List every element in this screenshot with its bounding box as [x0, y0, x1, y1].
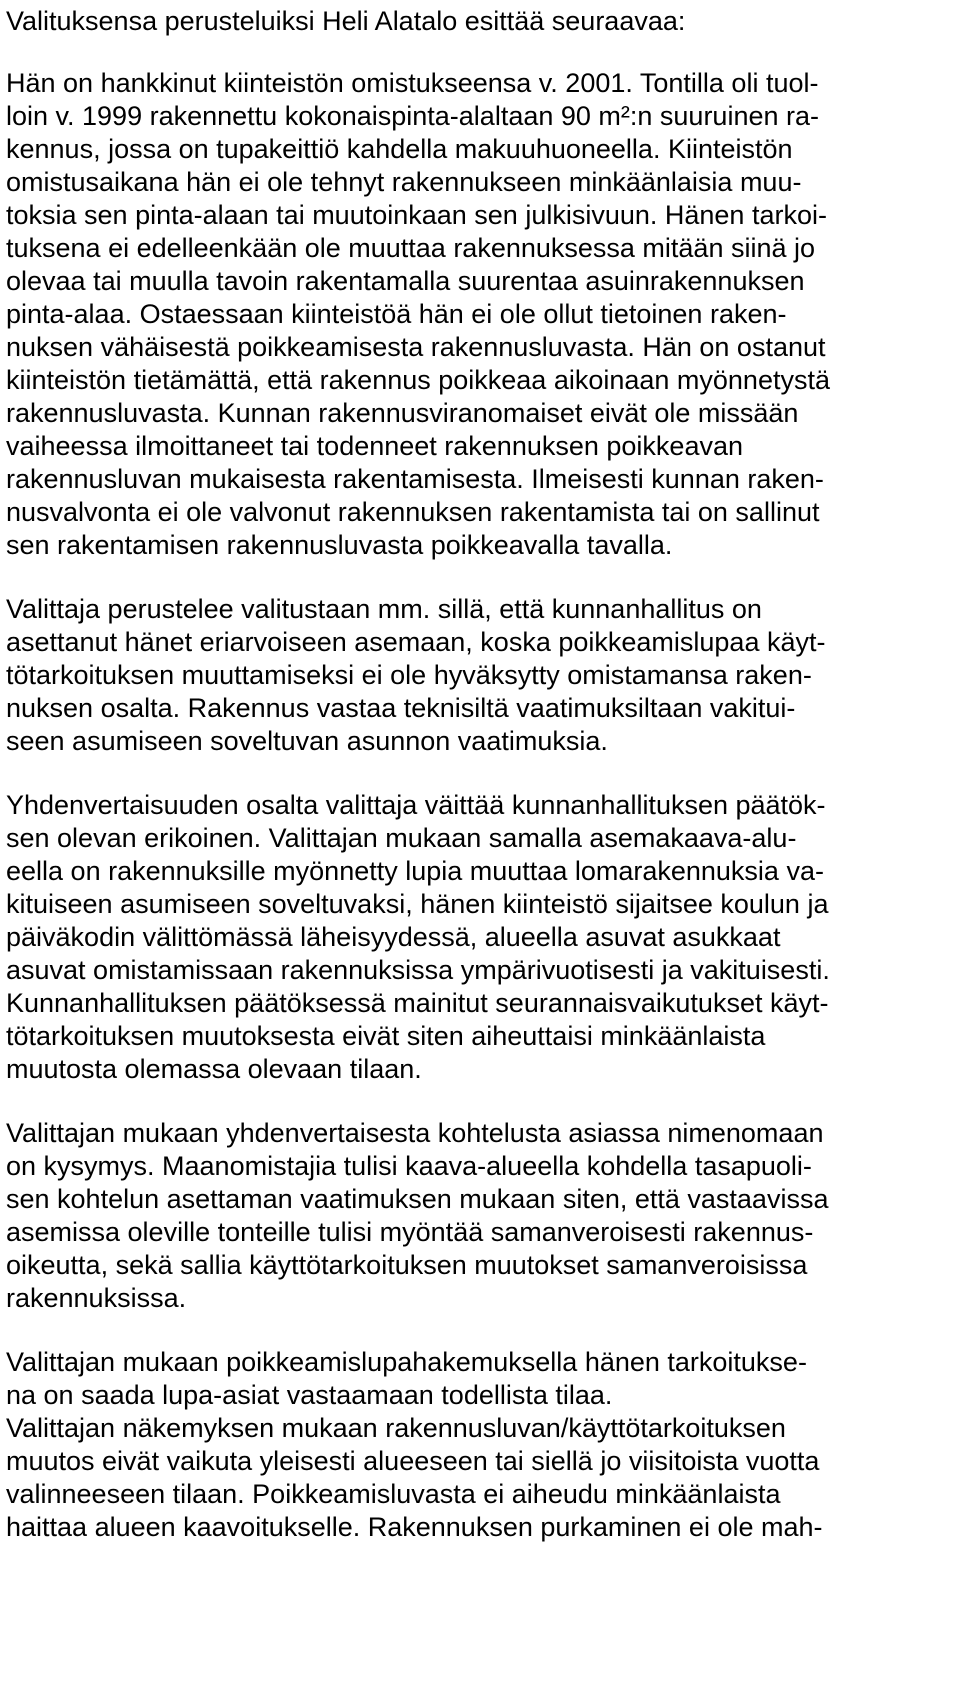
text-line: asettanut hänet eriarvoiseen asemaan, koska poikkeamislupaa käyt-	[6, 627, 826, 657]
text-line: omistusaikana hän ei ole tehnyt rakennukseen minkäänlaisia muu-	[6, 167, 802, 197]
text-line: Valittaja perustelee valitustaan mm. sillä, että kunnanhallitus on	[6, 594, 762, 624]
text-line: nuksen osalta. Rakennus vastaa teknisiltä vaatimuksiltaan vakitui-	[6, 693, 796, 723]
text-line: sen olevan erikoinen. Valittajan mukaan samalla asemakaava-alu-	[6, 823, 797, 853]
text-line: vaiheessa ilmoittaneet tai todenneet rakennuksen poikkeavan	[6, 431, 743, 461]
text-line: rakennusluvan mukaisesta rakentamisesta. Ilmeisesti kunnan raken-	[6, 464, 824, 494]
text-line: muutosta olemassa olevaan tilaan.	[6, 1054, 422, 1084]
text-line: oikeutta, sekä sallia käyttötarkoituksen muutokset samanveroisissa	[6, 1250, 808, 1280]
text-line: muutos eivät vaikuta yleisesti alueeseen tai siellä jo viisitoista vuotta	[6, 1446, 820, 1476]
text-line: Valittajan mukaan yhdenvertaisesta kohtelusta asiassa nimenomaan	[6, 1118, 824, 1148]
text-line: na on saada lupa-asiat vastaamaan todellista tilaa.	[6, 1380, 613, 1410]
text-line: eella on rakennuksille myönnetty lupia muuttaa lomarakennuksia va-	[6, 856, 824, 886]
text-line: olevaa tai muulla tavoin rakentamalla suurentaa asuinrakennuksen	[6, 266, 805, 296]
text-line: asemissa oleville tonteille tulisi myöntää samanveroisesti rakennus-	[6, 1217, 814, 1247]
text-line: nusvalvonta ei ole valvonut rakennuksen rakentamista tai on sallinut	[6, 497, 820, 527]
text-line: tötarkoituksen muuttamiseksi ei ole hyväksytty omistamansa raken-	[6, 660, 812, 690]
text-line: Hän on hankkinut kiinteistön omistukseensa v. 2001. Tontilla oli tuol-	[6, 68, 819, 98]
text-line: asuvat omistamissaan rakennuksissa ympärivuotisesti ja vakituisesti.	[6, 955, 830, 985]
text-line: päiväkodin välittömässä läheisyydessä, alueella asuvat asukkaat	[6, 922, 781, 952]
text-line: kituiseen asumiseen soveltuvaksi, hänen kiinteistö sijaitsee koulun ja	[6, 889, 829, 919]
text-line: tötarkoituksen muutoksesta eivät siten aiheuttaisi minkäänlaista	[6, 1021, 766, 1051]
text-line: Yhdenvertaisuuden osalta valittaja väittää kunnanhallituksen päätök-	[6, 790, 826, 820]
text-line: rakennusluvasta. Kunnan rakennusviranomaiset eivät ole missään	[6, 398, 799, 428]
text-line: kiinteistön tietämättä, että rakennus poikkeaa aikoinaan myönnetystä	[6, 365, 830, 395]
heading-line: Valituksensa perusteluiksi Heli Alatalo esittää seuraavaa:	[6, 6, 686, 36]
text-line: Valittajan mukaan poikkeamislupahakemuksella hänen tarkoitukse-	[6, 1347, 807, 1377]
text-line: kennus, jossa on tupakeittiö kahdella makuuhuoneella. Kiinteistön	[6, 134, 793, 164]
text-line: sen kohtelun asettaman vaatimuksen mukaan siten, että vastaavissa	[6, 1184, 829, 1214]
text-line: toksia sen pinta-alaan tai muutoinkaan sen julkisivuun. Hänen tarkoi-	[6, 200, 827, 230]
text-line: nuksen vähäisestä poikkeamisesta rakennusluvasta. Hän on ostanut	[6, 332, 826, 362]
text-line: seen asumiseen soveltuvan asunnon vaatimuksia.	[6, 726, 608, 756]
text-line: on kysymys. Maanomistajia tulisi kaava-alueella kohdella tasapuoli-	[6, 1151, 812, 1181]
text-line: pinta-alaa. Ostaessaan kiinteistöä hän ei ole ollut tietoinen raken-	[6, 299, 787, 329]
text-line: sen rakentamisen rakennusluvasta poikkeavalla tavalla.	[6, 530, 673, 560]
text-line: tuksena ei edelleenkään ole muuttaa rakennuksessa mitään siinä jo	[6, 233, 816, 263]
text-line: Kunnanhallituksen päätöksessä mainitut seurannaisvaikutukset käyt-	[6, 988, 829, 1018]
text-line: Valittajan näkemyksen mukaan rakennusluvan/käyttötarkoituksen	[6, 1413, 786, 1443]
text-line: rakennuksissa.	[6, 1283, 187, 1313]
text-line: valinneeseen tilaan. Poikkeamisluvasta ei aiheudu minkäänlaista	[6, 1479, 781, 1509]
text-line: haittaa alueen kaavoitukselle. Rakennuksen purkaminen ei ole mah-	[6, 1512, 823, 1542]
text-line: loin v. 1999 rakennettu kokonaispinta-alaltaan 90 m²:n suuruinen ra-	[6, 101, 819, 131]
